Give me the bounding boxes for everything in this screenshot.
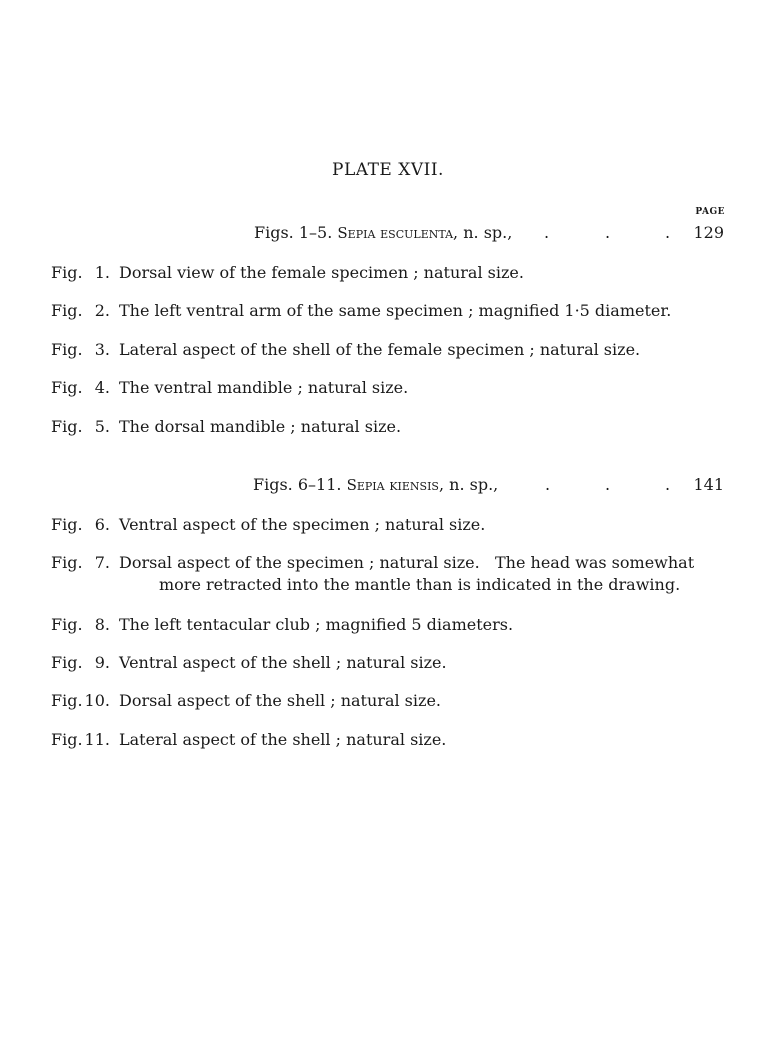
section-heading-1 [0,223,776,247]
figure-number: 1. [94,263,110,282]
figure-number: 10. [84,691,110,710]
figure-number: 2. [94,301,110,320]
figure-label: Fig. [51,730,83,749]
plate-title: PLATE XVII. [332,160,444,180]
figure-label: Fig. [51,378,83,397]
leader-dot: . [605,475,611,494]
figure-number: 6. [94,515,110,534]
figure-number: 11. [84,730,110,749]
figure-label: Fig. [51,417,83,436]
figure-label: Fig. [51,553,83,572]
section-page-number: 129 [693,223,724,242]
figure-caption: The ventral mandible ; natural size. [119,378,409,397]
section-page-number: 141 [693,475,724,494]
figure-label: Fig. [51,515,83,534]
section-suffix: , n. sp., [438,475,499,494]
section-species: Sepia kiensis [346,476,439,494]
figure-label: Fig. [51,301,83,320]
figure-number: 7. [94,553,110,572]
section-species: Sepia esculenta [337,224,454,242]
figure-caption-continuation: more retracted into the mantle than is indicated in the drawing. [159,575,681,594]
leader-dot: . [665,223,671,242]
figure-number: 8. [94,615,110,634]
figure-caption: The left tentacular club ; magnified 5 diameters. [119,615,514,634]
figure-caption: Ventral aspect of the shell ; natural size. [119,653,447,672]
figure-number: 5. [94,417,110,436]
section-heading-2 [0,475,776,499]
figure-number: 3. [94,340,110,359]
figure-label: Fig. [51,263,83,282]
figure-caption: Lateral aspect of the shell of the female specimen ; natural size. [119,340,641,359]
figure-caption: Dorsal aspect of the specimen ; natural size. The head was somewhat [119,553,695,572]
figure-label: Fig. [51,653,83,672]
leader-dot: . [605,223,611,242]
leader-dot: . [544,223,550,242]
figure-caption: Ventral aspect of the specimen ; natural size. [119,515,486,534]
figure-caption: Dorsal aspect of the shell ; natural size. [119,691,441,710]
figure-caption: The dorsal mandible ; natural size. [119,417,402,436]
figure-number: 9. [94,653,110,672]
section-figs-label: Figs. 1–5. [254,223,333,242]
figure-caption: The left ventral arm of the same specimen ; magnified 1·5 diameter. [119,301,672,320]
figure-caption: Dorsal view of the female specimen ; natural size. [119,263,524,282]
leader-dot: . [545,475,551,494]
section-figs-line [254,223,512,242]
figure-number: 4. [94,378,110,397]
figure-label: Fig. [51,615,83,634]
leader-dot: . [665,475,671,494]
page-column-heading: PAGE [695,207,725,217]
section-figs-line [253,475,498,494]
figure-caption: Lateral aspect of the shell ; natural size. [119,730,447,749]
section-figs-label: Figs. 6–11. [253,475,342,494]
figure-label: Fig. [51,691,83,710]
section-suffix: , n. sp., [453,223,513,242]
figure-label: Fig. [51,340,83,359]
